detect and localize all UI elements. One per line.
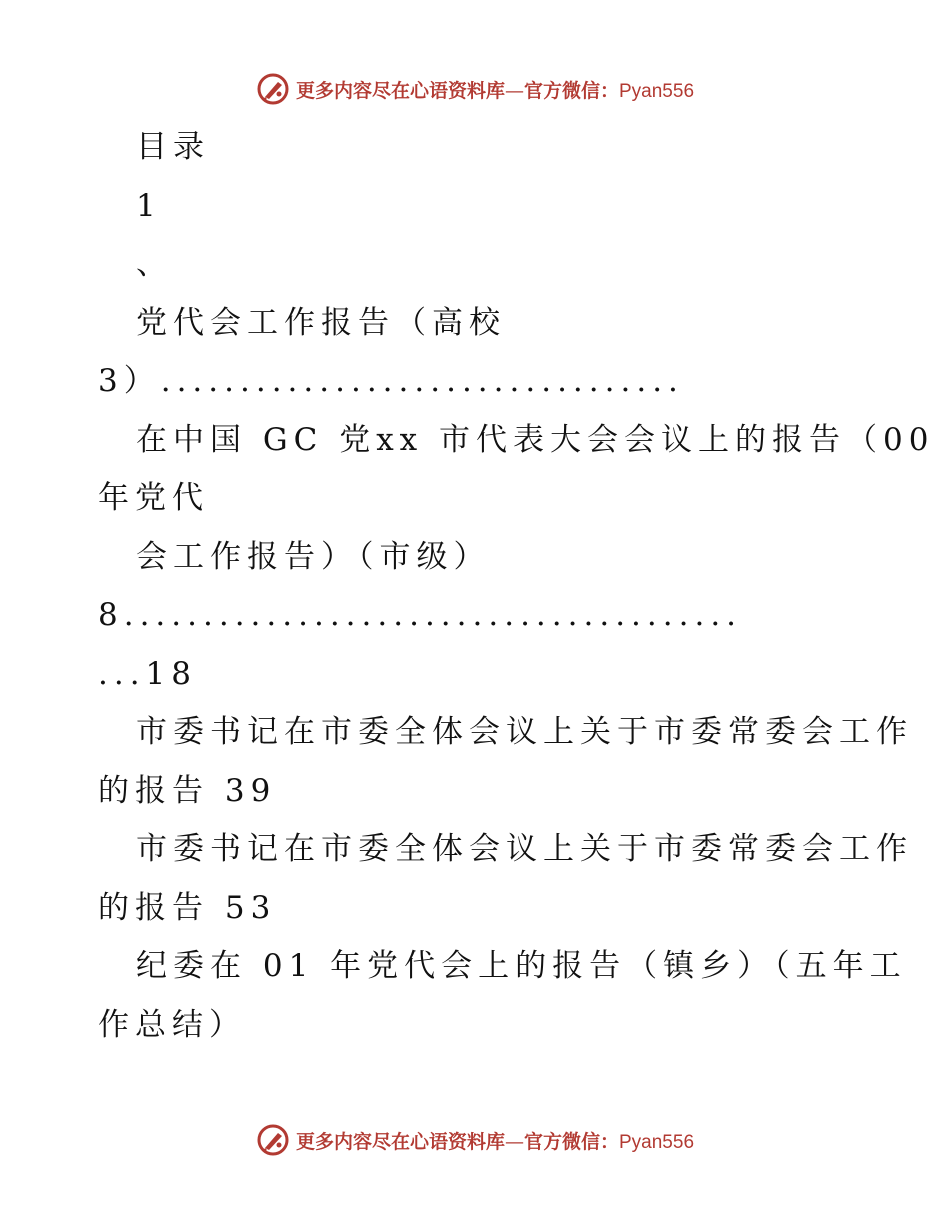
toc-line: 纪委在 01 年党代会上的报告（镇乡）（五年工 bbox=[136, 948, 907, 984]
toc-content bbox=[98, 118, 935, 1054]
banner-channel: 官方微信： bbox=[523, 79, 619, 102]
toc-line: 年党代 bbox=[98, 480, 209, 516]
toc-line: 会工作报告）（市级） bbox=[136, 538, 491, 575]
banner-separator: — bbox=[504, 1130, 524, 1153]
banner-separator: — bbox=[504, 79, 524, 102]
toc-line: 1 bbox=[136, 187, 162, 224]
banner-handle: Pyan556 bbox=[619, 80, 695, 102]
footer-banner bbox=[0, 1120, 950, 1160]
pen-logo-icon bbox=[256, 1123, 290, 1157]
toc-line: 党代会工作报告（高校 bbox=[136, 304, 506, 341]
banner-channel: 官方微信： bbox=[523, 1130, 619, 1153]
toc-line: 8....................................... bbox=[98, 597, 743, 633]
toc-line: 在中国 GC 党xx 市代表大会会议上的报告（00 bbox=[136, 421, 935, 458]
toc-line: 、 bbox=[136, 246, 173, 282]
toc-line: 市委书记在市委全体会议上关于市委常委会工作 bbox=[136, 714, 913, 750]
toc-line: 的报告 39 bbox=[98, 772, 277, 809]
banner-text bbox=[296, 76, 694, 103]
banner-text bbox=[296, 1127, 694, 1154]
toc-line: 3）................................. bbox=[98, 363, 684, 399]
toc-line: 的报告 53 bbox=[98, 889, 277, 926]
toc-line: 作总结） bbox=[98, 1006, 246, 1043]
banner-title: 更多内容尽在心语资料库 bbox=[295, 79, 505, 102]
toc-heading: 目录 bbox=[136, 129, 210, 165]
header-banner bbox=[0, 69, 950, 109]
pen-logo-icon bbox=[256, 72, 290, 106]
toc-line: 市委书记在市委全体会议上关于市委常委会工作 bbox=[136, 831, 913, 867]
banner-handle: Pyan556 bbox=[619, 1131, 695, 1153]
banner-title: 更多内容尽在心语资料库 bbox=[295, 1130, 505, 1153]
toc-line: ...18 bbox=[98, 655, 198, 692]
